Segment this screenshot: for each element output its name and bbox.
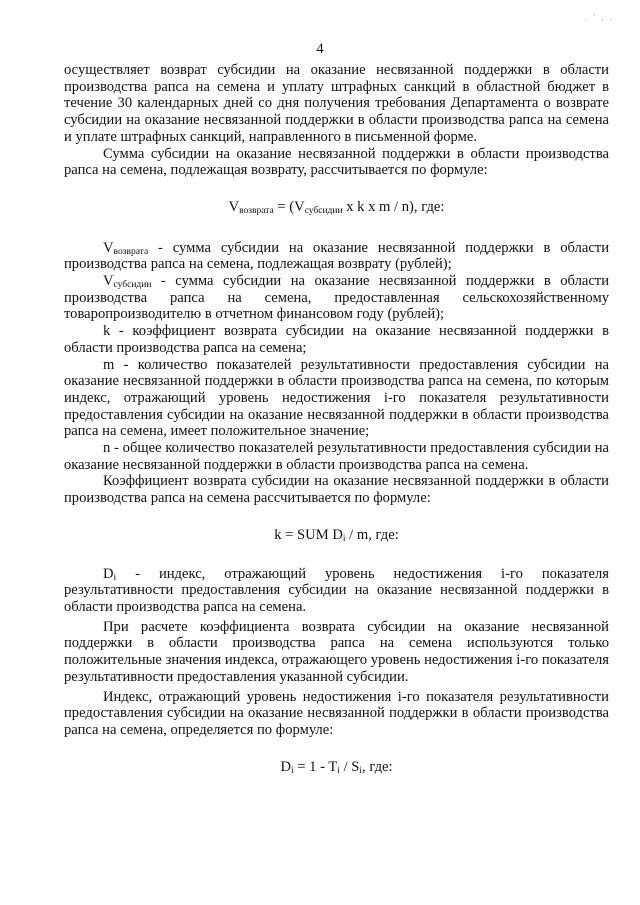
- formula-rest: , где:: [362, 758, 393, 775]
- formula-slash: / S: [339, 758, 360, 775]
- formula-d: D: [280, 758, 291, 775]
- formula-index: [64, 759, 609, 776]
- paragraph-coefficient-intro: Коэффициент возврата субсидии на оказание несвязанной поддержки в области производства рапса на семена рассчитывается по формуле:: [64, 473, 609, 507]
- paragraph-refund-terms: осуществляет возврат субсидии на оказание несвязанной поддержки в области производства рапса на семена и уплату штрафных санкций в областной бюджет в течение 30 календарных дней со дня получения требования Департамента о возврате субсидии на оказание несвязанной поддержки в области производства рапса на семена и уплате штрафных санкций, направленного в письменной форме.: [64, 62, 609, 145]
- paragraph-positive-values: При расчете коэффициента возврата субсидии на оказание несвязанной поддержки в области производства рапса на семена используются только положительные значения индекса, отражающего уровень недостижения i-го показателя результативности предоставления указанной субсидии.: [64, 618, 609, 685]
- formula-rest: x k x m / n), где:: [342, 198, 445, 215]
- paragraph-refund-formula-intro: Сумма субсидии на оказание несвязанной поддержки в области производства рапса на семена, подлежащая возврату, рассчитывается по формуле:: [64, 145, 609, 179]
- definition-k: k - коэффициент возврата субсидии на оказание несвязанной поддержки в области производства рапса на семена;: [64, 323, 609, 356]
- definition-v-subsidy: [64, 273, 609, 323]
- definition-text: - индекс, отражающий уровень недостижения i-го показателя результативности предоставления субсидии на оказание несвязанной поддержки в области производства рапса на семена.: [64, 565, 609, 615]
- definition-m: m - количество показателей результативности предоставления субсидии на оказание несвязанной поддержки в области производства рапса на семена, по которым индекс, отражающий уровень недостижения i-го показателя результативности предоставления субсидии на оказание несвязанной поддержки в области производства рапса на семена, имеет положительное значение;: [64, 356, 609, 440]
- formula-sub-subsidy: субсидии: [304, 205, 343, 216]
- scan-marks: . ' . .: [584, 12, 614, 22]
- definition-text: - сумма субсидии на оказание несвязанной поддержки в области производства рапса на семена, предоставленная сельскохозяйственному товаропроизводителю в отчетном финансовом году (рублей);: [64, 273, 609, 323]
- formula-rest: / m, где:: [345, 526, 399, 543]
- definition-symbol: V: [103, 239, 114, 256]
- formula-sub-i2: i: [337, 765, 340, 776]
- definition-subscript: возврата: [113, 246, 149, 257]
- formula-v: V: [228, 198, 240, 215]
- definition-v-return: [64, 240, 609, 273]
- definition-text: - сумма субсидии на оказание несвязанной поддержки в области производства рапса на семена, подлежащая возврату (рублей);: [64, 239, 609, 273]
- formula-left: k = SUM D: [274, 526, 343, 543]
- formula-sub-i: i: [342, 533, 346, 544]
- definition-symbol: D: [103, 565, 114, 582]
- definition-subscript: субсидии: [113, 280, 152, 291]
- formula-sub-i1: i: [291, 765, 294, 776]
- formula-eq-open: = (V: [273, 198, 305, 215]
- page-number: 4: [316, 41, 324, 57]
- formula-coefficient: [64, 527, 609, 544]
- formula-sub-return: возврата: [239, 205, 274, 216]
- definition-symbol: V: [103, 273, 114, 290]
- definition-subscript: i: [113, 572, 117, 583]
- document-body: [64, 62, 609, 775]
- definition-n: n - общее количество показателей результативности предоставления субсидии на оказание несвязанной поддержки в области производства рапса на семена.: [64, 440, 609, 473]
- formula-sub-i3: i: [359, 765, 363, 776]
- formula-refund-amount: [64, 199, 609, 216]
- formula-mid: = 1 - T: [293, 758, 338, 775]
- paragraph-index-intro: Индекс, отражающий уровень недостижения i-го показателя результативности предоставления субсидии на оказание несвязанной поддержки в области производства рапса на семена, определяется по формуле:: [64, 688, 609, 738]
- definition-d: [64, 566, 609, 616]
